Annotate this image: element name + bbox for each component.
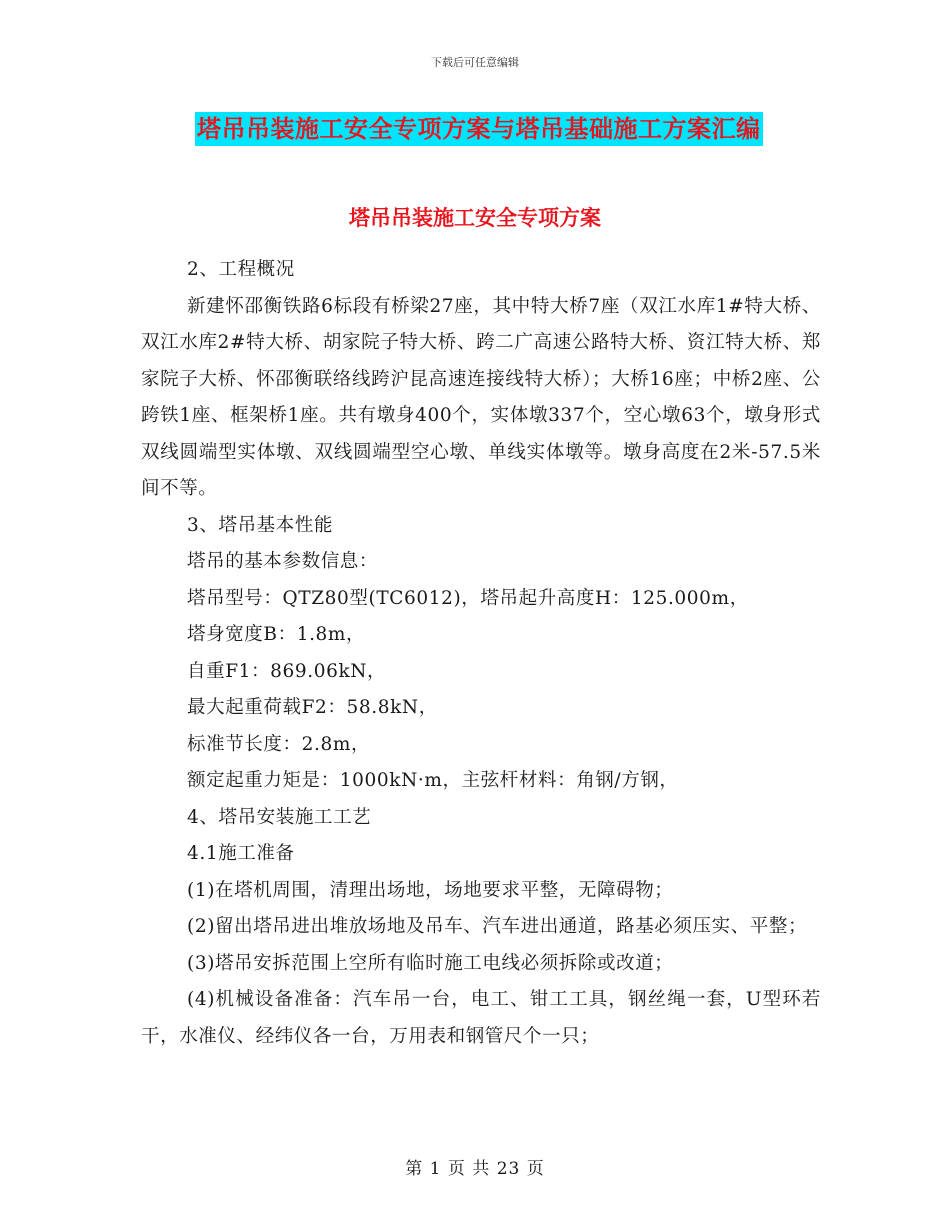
page-header-note: 下载后可任意编辑 [431, 56, 519, 69]
paragraph-project-overview: 新建怀邵衡铁路6标段有桥梁27座，其中特大桥7座（双江水库1#特大桥、双江水库2#特大桥、胡家院子特大桥、跨二广高速公路特大桥、资江特大桥、郑家院子大桥、怀邵衡联络线跨沪昆高速连接线特大桥）；大桥16座；中桥2座、公跨铁1座、框架桥1座。共有墩身400个，实体墩337个，空心墩63个，墩身形式双线圆端型实体墩、双线圆端型空心墩、单线实体墩等。墩身高度在2米-57.5米间不等。 [141, 295, 821, 499]
list-item-1: (1)在塔机周围，清理出场地，场地要求平整，无障碍物； [187, 879, 674, 901]
heading-installation-process: 4、塔吊安装施工工艺 [187, 806, 372, 828]
section-title: 塔吊吊装施工安全专项方案 [349, 205, 601, 230]
param-section-length: 标准节长度：2.8m， [187, 733, 371, 755]
param-max-load: 最大起重荷载F2：58.8kN， [187, 697, 438, 718]
param-crane-model: 塔吊型号：QTZ80型(TC6012)，塔吊起升高度H：125.000m， [187, 587, 749, 609]
param-self-weight: 自重F1：869.06kN， [187, 660, 387, 682]
list-item-4: (4)机械设备准备：汽车吊一台，电工、钳工工具，钢丝绳一套，U型环若干，水准仪、经纬仪各一台，万用表和钢管尺个一只； [141, 989, 821, 1047]
document-body [141, 252, 821, 1055]
heading-construction-preparation: 4.1施工准备 [187, 843, 295, 864]
heading-project-overview: 2、工程概况 [187, 259, 295, 280]
param-rated-moment: 额定起重力矩是：1000kN·m，主弦杆材料：角钢/方钢， [187, 770, 679, 791]
paragraph-crane-params-intro: 塔吊的基本参数信息： [187, 551, 379, 572]
list-item-2: (2)留出塔吊进出堆放场地及吊车、汽车进出通道，路基必须压实、平整； [187, 916, 808, 937]
param-tower-width: 塔身宽度B：1.8m， [187, 624, 366, 645]
heading-crane-performance: 3、塔吊基本性能 [187, 514, 334, 536]
page-number-footer: 第 1 页 共 23 页 [405, 1159, 545, 1179]
document-main-title: 塔吊吊装施工安全专项方案与塔吊基础施工方案汇编 [195, 112, 763, 146]
list-item-3: (3)塔吊安拆范围上空所有临时施工电线必须拆除或改道； [187, 952, 674, 974]
